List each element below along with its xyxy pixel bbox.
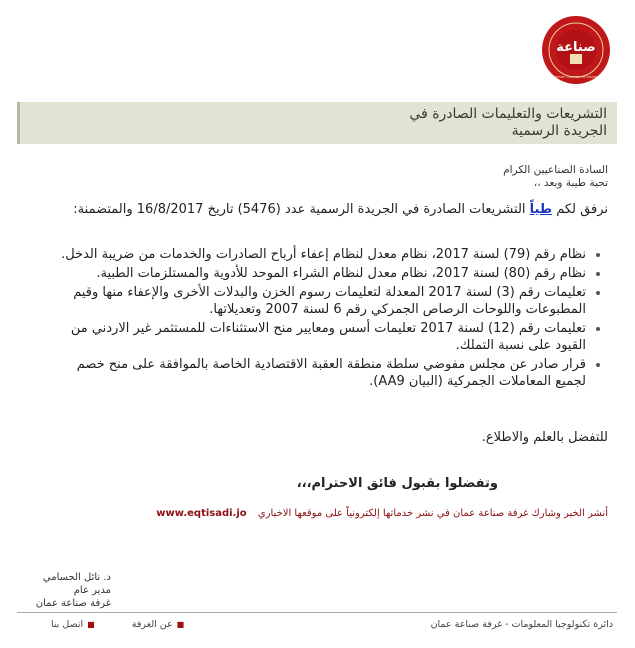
newsletter <box>15 8 620 640</box>
greeting <box>503 164 608 190</box>
footer <box>17 612 617 633</box>
chamber-logo <box>540 14 612 86</box>
list-item <box>48 320 586 354</box>
bullet-icon: ■ <box>176 620 185 629</box>
list-item-text: تعليمات رقم (12) لسنة 2017 تعليمات أسس ومعايير منح الاستثناءات للمستثمر غير الاردني من القيود على نسبة التملك. <box>70 321 586 353</box>
page-title <box>17 102 617 144</box>
signature-title: مدير عام <box>73 585 111 596</box>
intro-paragraph <box>73 202 608 217</box>
greeting-line-1: السادة الصناعيين الكرام <box>503 164 608 176</box>
footer-contact-link[interactable] <box>51 619 99 630</box>
bullet-icon <box>596 291 600 295</box>
attachment-link[interactable]: طياً <box>529 202 553 217</box>
bullet-icon <box>596 363 600 367</box>
signature <box>21 571 111 613</box>
list-item-text: تعليمات رقم (3) لسنة 2017 المعدلة لتعليمات رسوم الخزن والبدلات الأخرى والإعفاء منها وقيم المطبوعات واللوحات الرصاص الجمركي رقم 6 لسنة 2007 وتعديلاتها. <box>73 285 586 317</box>
list-item-text: نظام رقم (79) لسنة 2017، نظام معدل لنظام إعفاء أرباح الصادرات والخدمات من ضريبة الدخل. <box>61 247 586 262</box>
intro-text-before: نرفق لكم <box>552 202 608 217</box>
list-item-text: نظام رقم (80) لسنة 2017، نظام معدل لنظام الشراء الموحد للأدوية والمستلزمات الطبية. <box>96 266 586 281</box>
list-item <box>48 356 586 390</box>
bullet-icon <box>596 253 600 257</box>
share-text: أنشر الخبر وشارك غرفة صناعة عمان في نشر خدماتها إلكترونياً على موقعها الاخباري <box>257 508 608 519</box>
logo-text: صناعة <box>556 40 596 55</box>
list-item <box>48 246 586 263</box>
signature-name: د. نائل الحسامي <box>42 572 111 583</box>
bullet-icon <box>596 327 600 331</box>
regards-text: وتفضلوا بقبول فائق الاحترام،،، <box>296 476 498 491</box>
legislation-list <box>48 246 608 392</box>
list-item <box>48 265 586 282</box>
list-item-text: قرار صادر عن مجلس مفوضي سلطة منطقة العقبة الاقتصادية الخاصة بالموافقة على منح خصم لجميع المعاملات الجمركية (البيان AA9). <box>76 357 586 389</box>
title-line-2: الجريدة الرسمية <box>511 123 607 139</box>
logo-subtext: Amman Chamber of Industry <box>552 75 600 79</box>
closing-text: للتفضل بالعلم والاطلاع. <box>481 430 608 445</box>
site-link[interactable]: www.eqtisadi.jo <box>156 508 247 519</box>
signature-org: غرفة صناعة عمان <box>35 598 111 609</box>
footer-about-label: عن الغرفة <box>131 619 173 630</box>
bullet-icon: ■ <box>87 620 95 629</box>
footer-contact-label: اتصل بنا <box>51 619 84 630</box>
footer-about-link[interactable] <box>132 619 188 630</box>
title-line-1: التشريعات والتعليمات الصادرة في <box>409 106 607 122</box>
list-item <box>48 284 586 318</box>
footer-links <box>21 619 188 630</box>
intro-text-after: التشريعات الصادرة في الجريدة الرسمية عدد (5476) تاريخ 16/8/2017 والمتضمنة: <box>73 202 530 217</box>
share-notice <box>156 508 608 519</box>
footer-department: دائرة تكنولوجيا المعلومات - غرفة صناعة عمان <box>430 619 613 630</box>
bullet-icon <box>596 272 600 276</box>
greeting-line-2: تحية طيبة وبعد ،، <box>533 177 608 189</box>
